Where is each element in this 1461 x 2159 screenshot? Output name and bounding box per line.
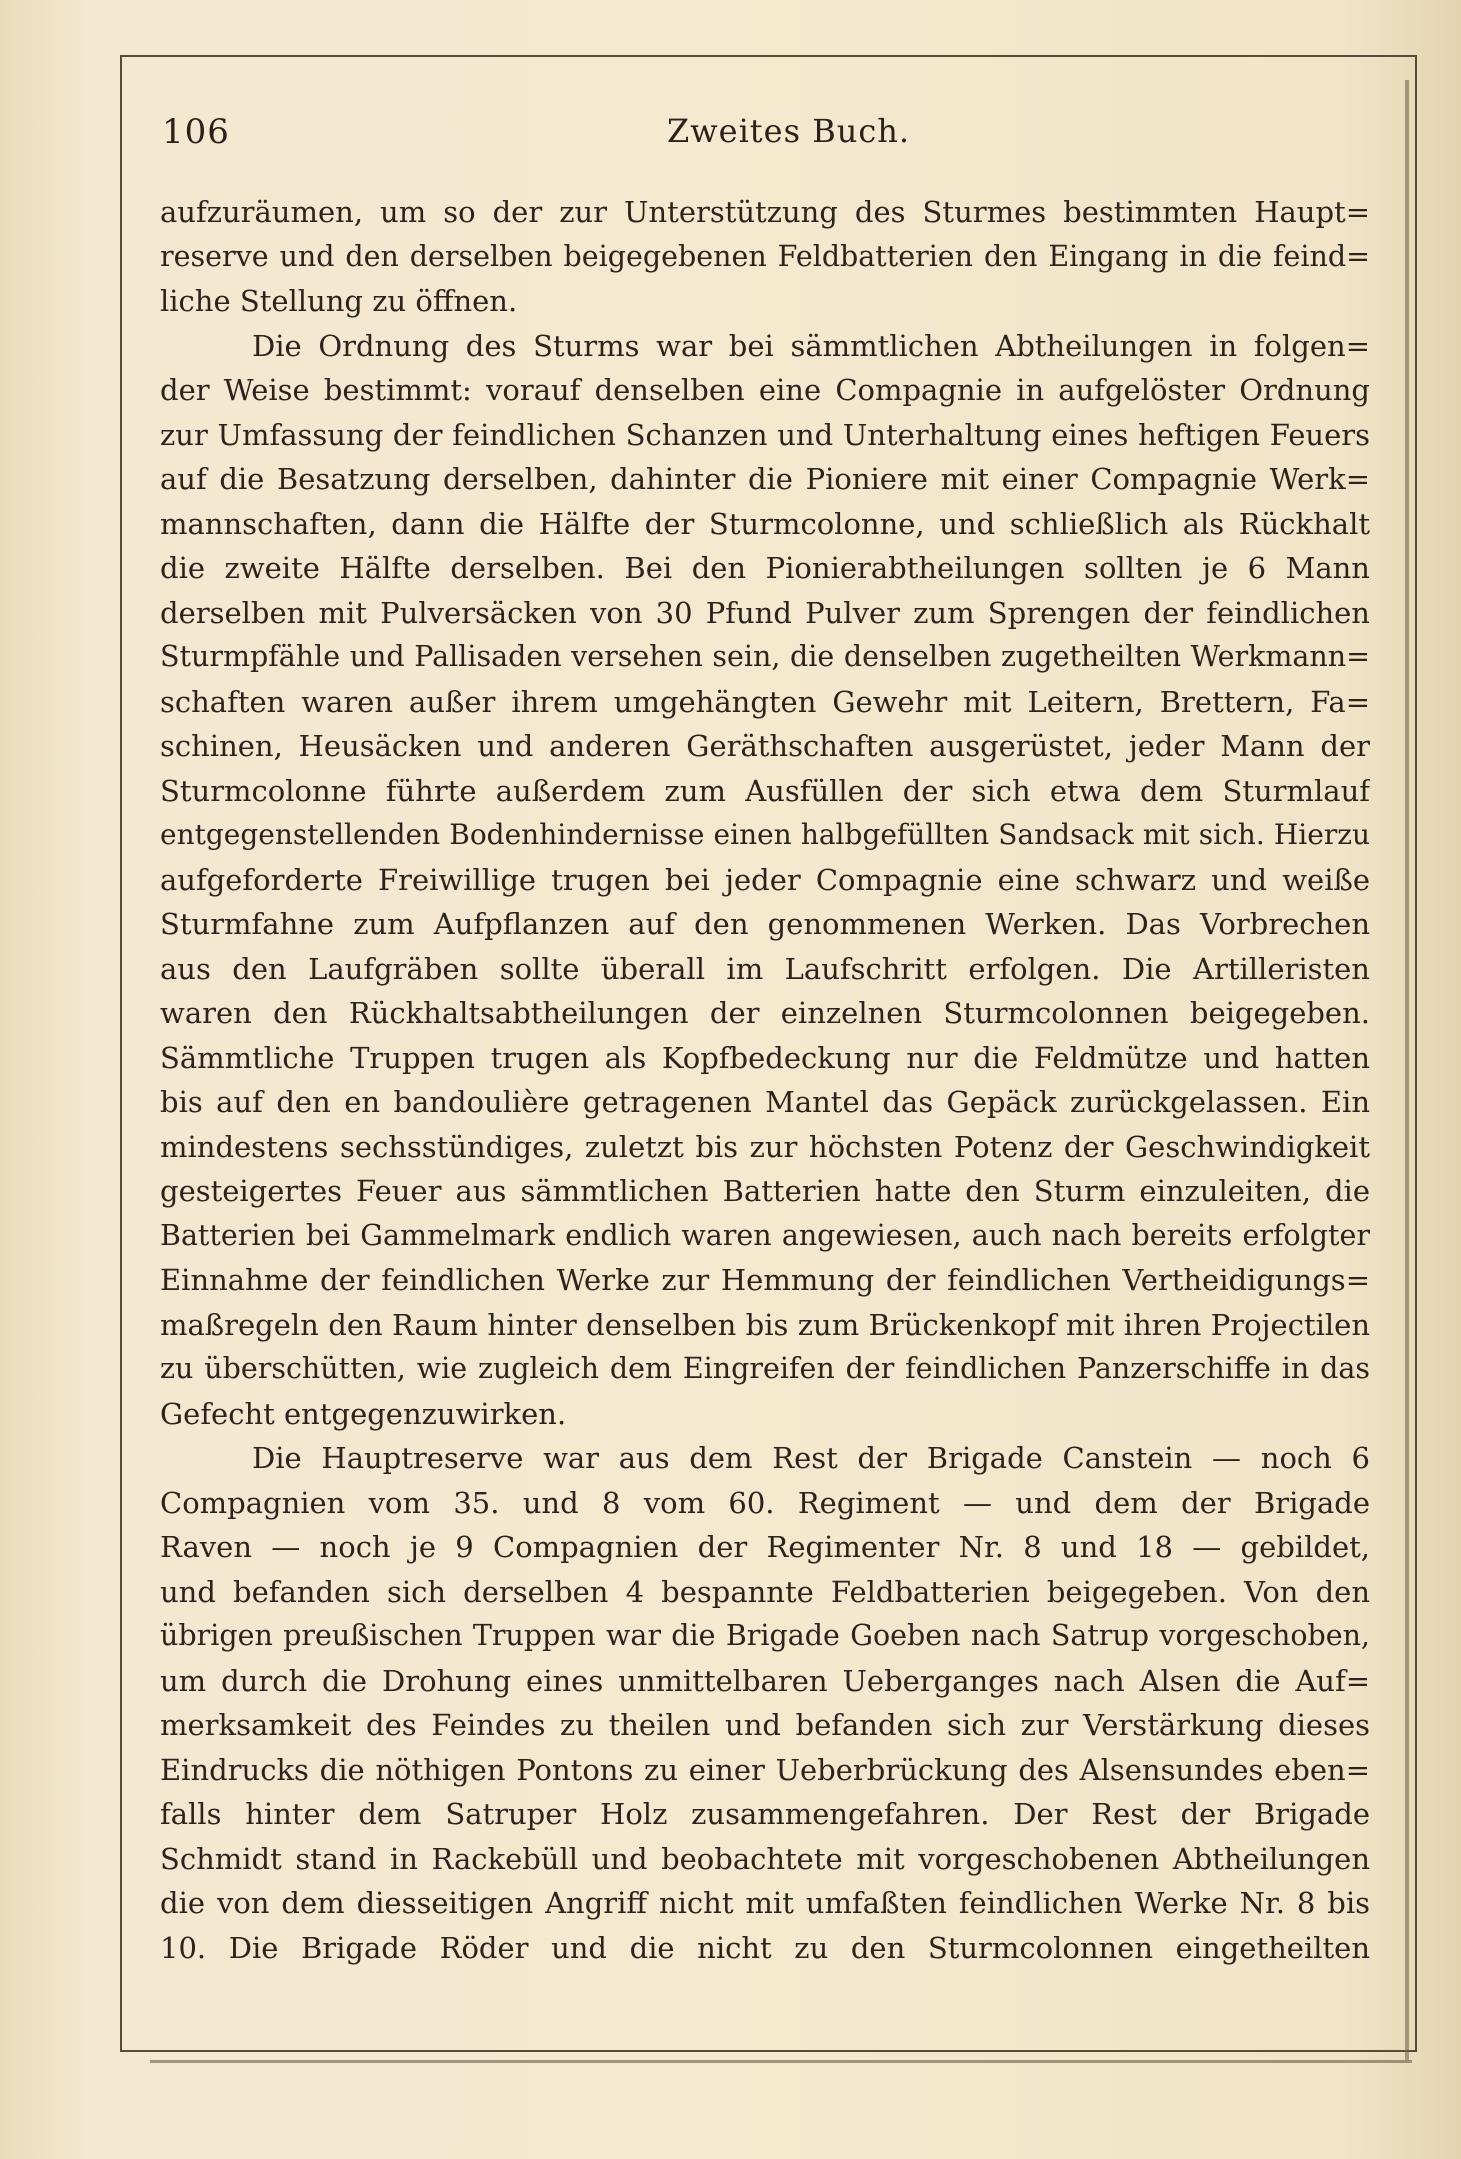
text-line: falls hinter dem Satruper Holz zusammengefahren. Der Rest der Brigade	[160, 1797, 1370, 1831]
text-line: waren den Rückhaltsabtheilungen der einzelnen Sturmcolonnen beigegeben.	[160, 996, 1370, 1030]
body-text	[160, 190, 1370, 1970]
text-line: Sturmpfähle und Pallisaden versehen sein, die denselben zugetheilten Werkmann=	[160, 640, 1370, 673]
text-line: die von dem diesseitigen Angriff nicht mit umfaßten feindlichen Werke Nr. 8 bis	[160, 1886, 1370, 1920]
text-line: Gefecht entgegenzuwirken.	[160, 1396, 567, 1431]
text-line: Schmidt stand in Rackebüll und beobachtete mit vorgeschobenen Abtheilungen	[160, 1841, 1370, 1876]
text-line: schinen, Heusäcken und anderen Geräthschaften ausgerüstet, jeder Mann der	[160, 729, 1370, 763]
text-line: derselben mit Pulversäcken von 30 Pfund Pulver zum Sprengen der feindlichen	[160, 595, 1370, 630]
text-line: aufgeforderte Freiwillige trugen bei jeder Compagnie eine schwarz und weiße	[160, 862, 1370, 897]
text-line: zur Umfassung der feindlichen Schanzen und Unterhaltung eines heftigen Feuers	[160, 417, 1370, 452]
text-line: Raven — noch je 9 Compagnien der Regimenter Nr. 8 und 18 — gebildet,	[160, 1530, 1370, 1564]
text-line: auf die Besatzung derselben, dahinter die Pioniere mit einer Compagnie Werk=	[160, 462, 1370, 496]
text-line: aus den Laufgräben sollte überall im Laufschritt erfolgen. Die Artilleristen	[160, 951, 1370, 986]
text-line: der Weise bestimmt: vorauf denselben eine Compagnie in aufgelöster Ordnung	[160, 373, 1370, 407]
text-line: maßregeln den Raum hinter denselben bis zum Brückenkopf mit ihren Projectilen	[160, 1307, 1370, 1342]
text-line: entgegenstellenden Bodenhindernisse einen halbgefüllten Sandsack mit sich. Hierzu	[160, 818, 1370, 851]
text-line: schaften waren außer ihrem umgehängten Gewehr mit Leitern, Brettern, Fa=	[160, 684, 1370, 719]
running-head: Zweites Buch.	[667, 112, 911, 150]
text-line: gesteigertes Feuer aus sämmtlichen Batterien hatte den Sturm einzuleiten, die	[160, 1174, 1370, 1208]
page-bottom-edge	[150, 2060, 1412, 2063]
page-number: 106	[162, 112, 230, 152]
text-line: mindestens sechsstündiges, zuletzt bis zur höchsten Potenz der Geschwindigkeit	[160, 1129, 1370, 1164]
text-line: bis auf den en bandoulière getragenen Mantel das Gepäck zurückgelassen. Ein	[160, 1085, 1370, 1119]
text-line: Die Ordnung des Sturms war bei sämmtlichen Abtheilungen in folgen=	[252, 328, 1370, 363]
text-line: Eindrucks die nöthigen Pontons zu einer Ueberbrückung des Alsensundes eben=	[160, 1752, 1370, 1787]
text-line: Sämmtliche Truppen trugen als Kopfbedeckung nur die Feldmütze und hatten	[160, 1040, 1370, 1075]
text-line: Batterien bei Gammelmark endlich waren angewiesen, auch nach bereits erfolgter	[160, 1218, 1370, 1252]
text-line: merksamkeit des Feindes zu theilen und befanden sich zur Verstärkung dieses	[160, 1708, 1370, 1742]
text-line: zu überschütten, wie zugleich dem Eingreifen der feindlichen Panzerschiffe in das	[160, 1352, 1370, 1385]
text-line: Sturmfahne zum Aufpflanzen auf den genommenen Werken. Das Vorbrechen	[160, 907, 1370, 941]
text-line: Die Hauptreserve war aus dem Rest der Brigade Canstein — noch 6	[252, 1441, 1370, 1475]
text-line: mannschaften, dann die Hälfte der Sturmcolonne, und schließlich als Rückhalt	[160, 506, 1370, 541]
text-line: Compagnien vom 35. und 8 vom 60. Regiment — und dem der Brigade	[160, 1485, 1370, 1520]
text-line: 10. Die Brigade Röder und die nicht zu den Sturmcolonnen eingetheilten	[160, 1930, 1370, 1965]
page-header	[162, 112, 1362, 162]
text-line: reserve und den derselben beigegebenen Feldbatterien den Eingang in die feind=	[160, 239, 1370, 273]
text-line: aufzuräumen, um so der zur Unterstützung des Sturmes bestimmten Haupt=	[160, 195, 1370, 229]
text-line: die zweite Hälfte derselben. Bei den Pionierabtheilungen sollten je 6 Mann	[160, 551, 1370, 585]
page-edge-shadow	[1405, 80, 1409, 2060]
text-line: übrigen preußischen Truppen war die Brigade Goeben nach Satrup vorgeschoben,	[160, 1619, 1370, 1652]
text-line: und befanden sich derselben 4 bespannte Feldbatterien beigegeben. Von den	[160, 1574, 1370, 1609]
text-line: liche Stellung zu öffnen.	[160, 284, 518, 318]
text-line: um durch die Drohung eines unmittelbaren Ueberganges nach Alsen die Auf=	[160, 1663, 1370, 1698]
text-line: Einnahme der feindlichen Werke zur Hemmung der feindlichen Vertheidigungs=	[160, 1263, 1370, 1297]
text-line: Sturmcolonne führte außerdem zum Ausfüllen der sich etwa dem Sturmlauf	[160, 773, 1370, 808]
